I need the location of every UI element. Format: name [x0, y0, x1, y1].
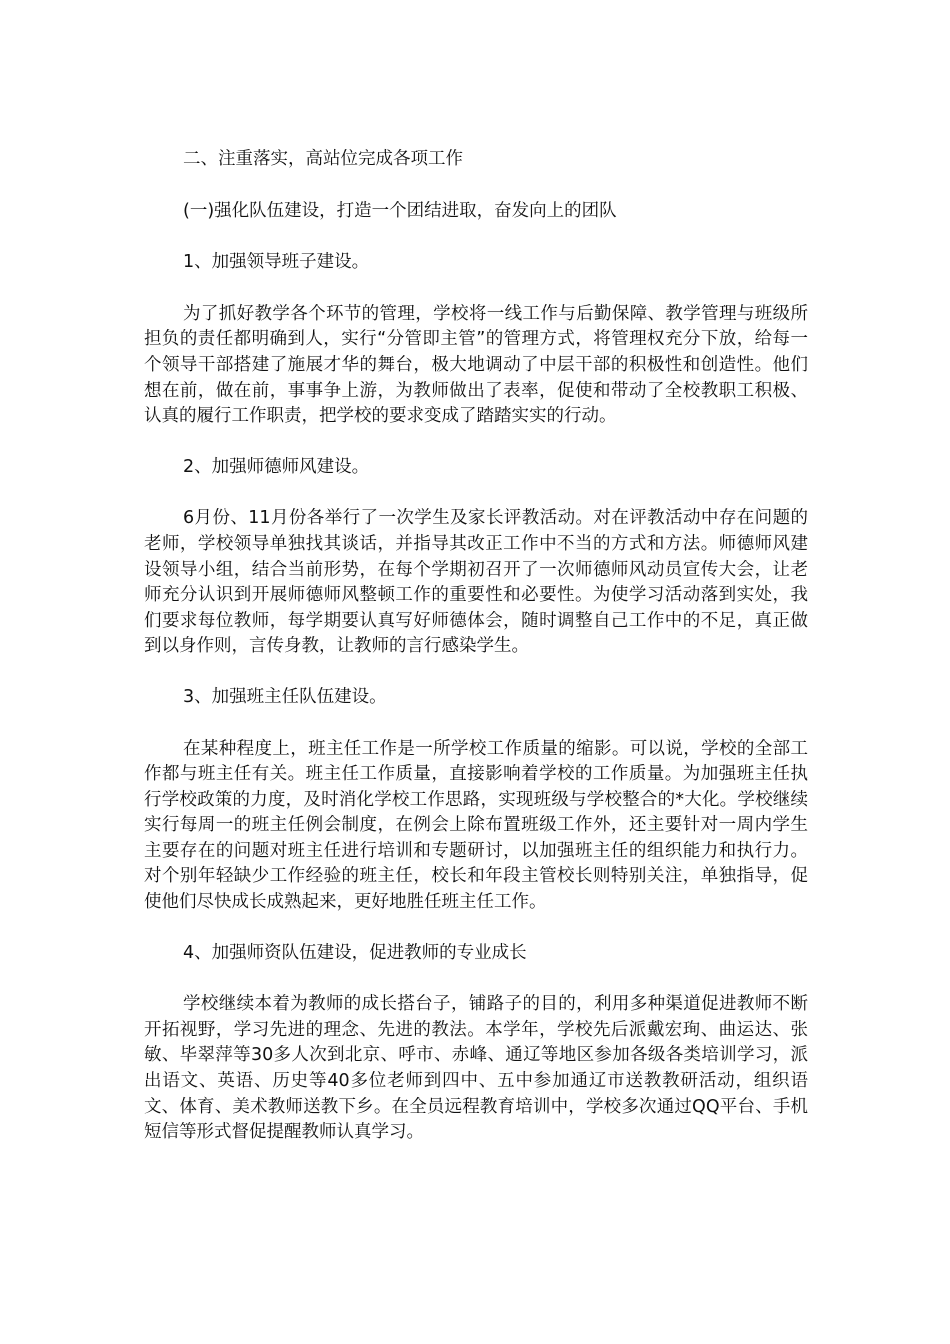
item-paragraph-3: 在某种程度上，班主任工作是一所学校工作质量的缩影。可以说，学校的全部工作都与班主任有关。班主任工作质量，直接影响着学校的工作质量。为加强班主任执行学校政策的力度，及时消化学校工作思路，实现班级与学校整合的*大化。学校继续实行每周一的班主任例会制度，在例会上除布置班级工作外，还主要针对一周内学生主要存在的问题对班主任进行培训和专题研讨，以加强班主任的组织能力和执行力。对个别年轻缺少工作经验的班主任，校长和年段主管校长则特别关注，单独指导，促使他们尽快成长成熟起来，更好地胜任班主任工作。 — [144, 738, 808, 913]
item-heading-4: 4、加强师资队伍建设，促进教师的专业成长 — [183, 942, 527, 963]
item-heading-1: 1、加强领导班子建设。 — [183, 252, 370, 273]
item-heading-2: 2、加强师德师风建设。 — [183, 456, 370, 477]
subsection-title: (一)强化队伍建设，打造一个团结进取，奋发向上的团队 — [183, 200, 617, 221]
item-paragraph-1: 为了抓好教学各个环节的管理，学校将一线工作与后勤保障、教学管理与班级所担负的责任都明确到人，实行“分管即主管”的管理方式，将管理权充分下放，给每一个领导干部搭建了施展才华的舞台，极大地调动了中层干部的积极性和创造性。他们想在前，做在前，事事争上游，为教师做出了表率，促使和带动了全校教职工积极、认真的履行工作职责，把学校的要求变成了踏踏实实的行动。 — [144, 303, 808, 427]
document-body — [144, 147, 808, 1146]
section-title: 二、注重落实，高站位完成各项工作 — [183, 149, 463, 169]
item-heading-3: 3、加强班主任队伍建设。 — [183, 686, 387, 707]
item-paragraph-4: 学校继续本着为教师的成长搭台子，铺路子的目的，利用多种渠道促进教师不断开拓视野，学习先进的理念、先进的教法。本学年，学校先后派戴宏珣、曲运达、张敏、毕翠萍等30多人次到北京、呼市、赤峰、通辽等地区参加各级各类培训学习，派出语文、英语、历史等40多位老师到四中、五中参加通辽市送教教研活动，组织语文、体育、美术教师送教下乡。在全员远程教育培训中，学校多次通过QQ平台、手机短信等形式督促提醒教师认真学习。 — [144, 994, 808, 1143]
item-paragraph-2: 6月份、11月份各举行了一次学生及家长评教活动。对在评教活动中存在问题的老师，学校领导单独找其谈话，并指导其改正工作中不当的方式和方法。师德师风建设领导小组，结合当前形势，在每个学期初召开了一次师德师风动员宣传大会，让老师充分认识到开展师德师风整顿工作的重要性和必要性。为使学习活动落到实处，我们要求每位教师，每学期要认真写好师德体会，随时调整自己工作中的不足，真正做到以身作则，言传身教，让教师的言行感染学生。 — [144, 508, 808, 657]
